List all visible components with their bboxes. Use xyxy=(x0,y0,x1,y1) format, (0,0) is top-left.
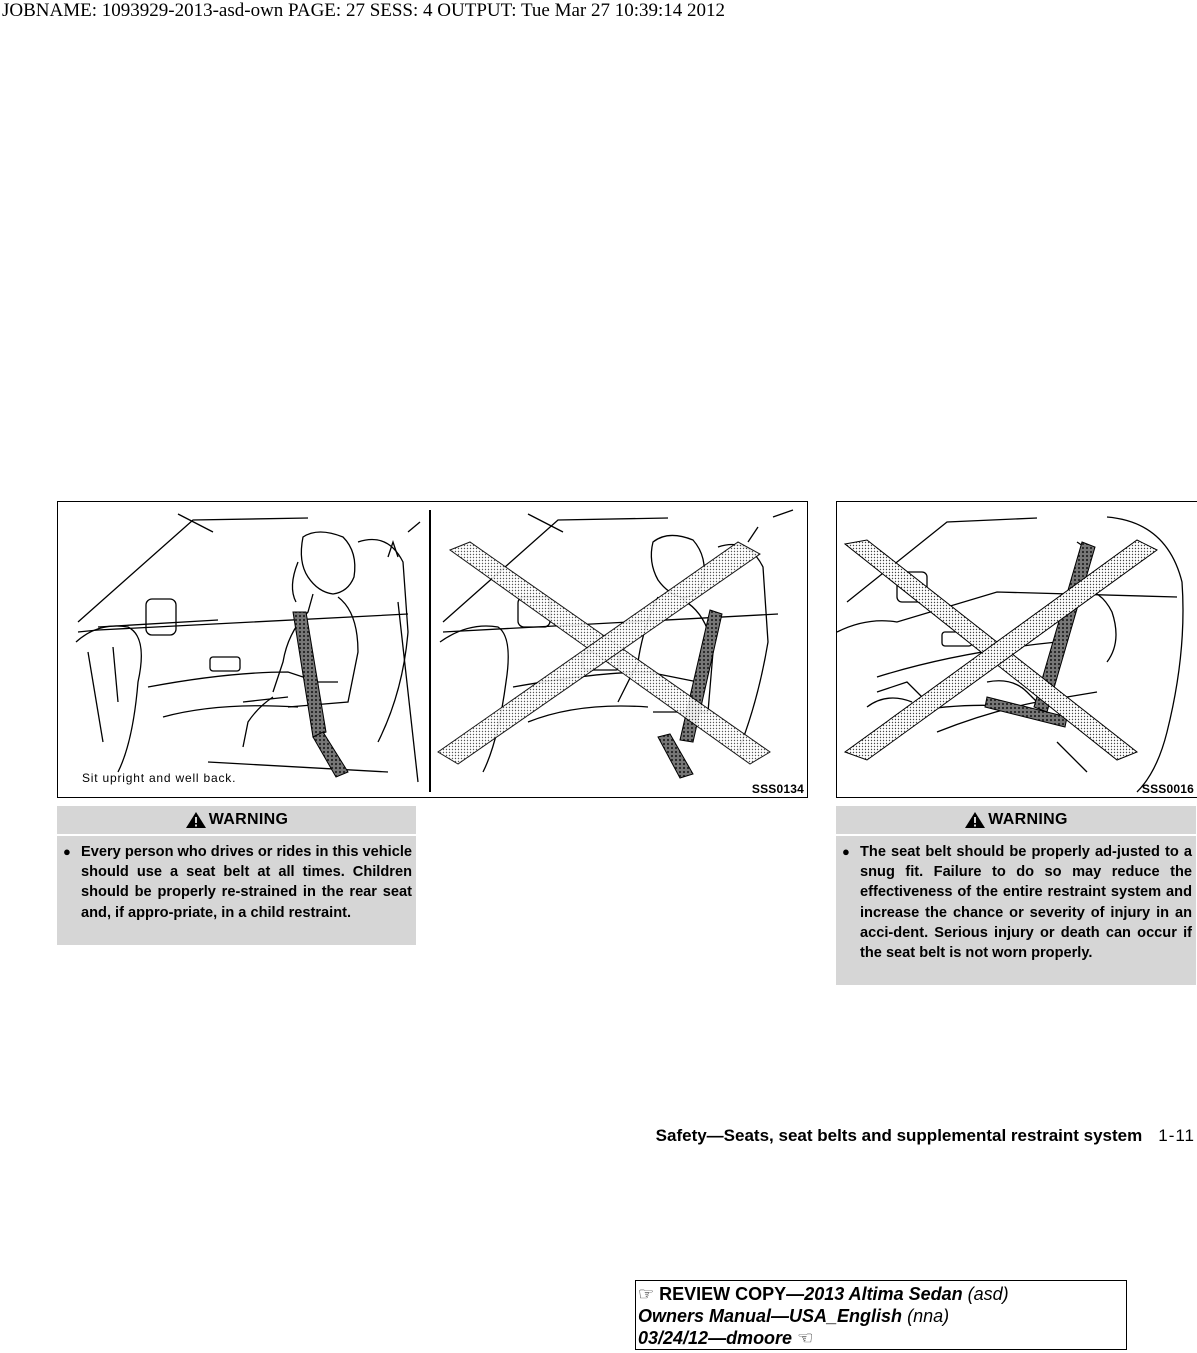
pointing-hand-right-icon: ☞ xyxy=(638,1284,655,1304)
page-number: 1-11 xyxy=(1158,1126,1195,1145)
warning-box-seat-belt-use xyxy=(57,806,416,945)
manual-code: (nna) xyxy=(907,1306,950,1326)
warning-header xyxy=(836,806,1196,836)
warning-triangle-icon xyxy=(964,811,986,829)
figure-code: SSS0016 xyxy=(1141,782,1194,796)
review-copy-label: REVIEW COPY— xyxy=(659,1284,805,1304)
warning-text: The seat belt should be properly ad-justed to a snug fit. Failure to do so may reduce the effectiveness of the entire restraint system and increase the chance or severity of injury in an acci-dent. Serious injury or death can occur if the seat belt is not worn properly. xyxy=(860,844,1192,962)
page-footer xyxy=(656,1126,1195,1146)
warning-text-block xyxy=(57,836,416,923)
review-copy-box xyxy=(635,1280,1127,1350)
pointing-hand-left-icon: ☜ xyxy=(797,1328,814,1348)
seating-posture-illustration xyxy=(57,501,808,798)
review-line-2 xyxy=(638,1305,1126,1327)
warning-box-belt-adjustment xyxy=(836,806,1196,985)
figure-caption: Sit upright and well back. xyxy=(82,771,237,785)
bullet-icon: ● xyxy=(842,844,850,859)
bullet-icon: ● xyxy=(63,844,71,859)
warning-title: WARNING xyxy=(988,811,1068,828)
warning-triangle-icon xyxy=(185,811,207,829)
reclined-seat-illustration xyxy=(836,501,1197,798)
figure-code: SSS0134 xyxy=(751,782,804,796)
section-title: Safety—Seats, seat belts and supplemental restraint system xyxy=(655,1126,1143,1145)
model-name: 2013 Altima Sedan xyxy=(804,1284,963,1304)
warning-title: WARNING xyxy=(208,811,289,828)
warning-header xyxy=(57,806,416,836)
job-header: JOBNAME: 1093929-2013-asd-own PAGE: 27 SESS: 4 OUTPUT: Tue Mar 27 10:39:14 2012 xyxy=(2,0,726,21)
reclined-seat-drawing xyxy=(837,502,1197,797)
manual-name: Owners Manual—USA_English xyxy=(638,1306,903,1326)
seating-posture-drawing xyxy=(58,502,807,797)
warning-text: Every person who drives or rides in this vehicle should use a seat belt at all times. Children should be properly re-strained in the rear seat and, if appro-priate, in a child restraint. xyxy=(81,844,412,921)
review-date-author: 03/24/12—dmoore xyxy=(638,1328,793,1348)
warning-text-block xyxy=(836,836,1196,963)
model-code: (asd) xyxy=(967,1284,1009,1304)
review-line-3 xyxy=(638,1327,1126,1349)
review-line-1 xyxy=(638,1283,1126,1305)
